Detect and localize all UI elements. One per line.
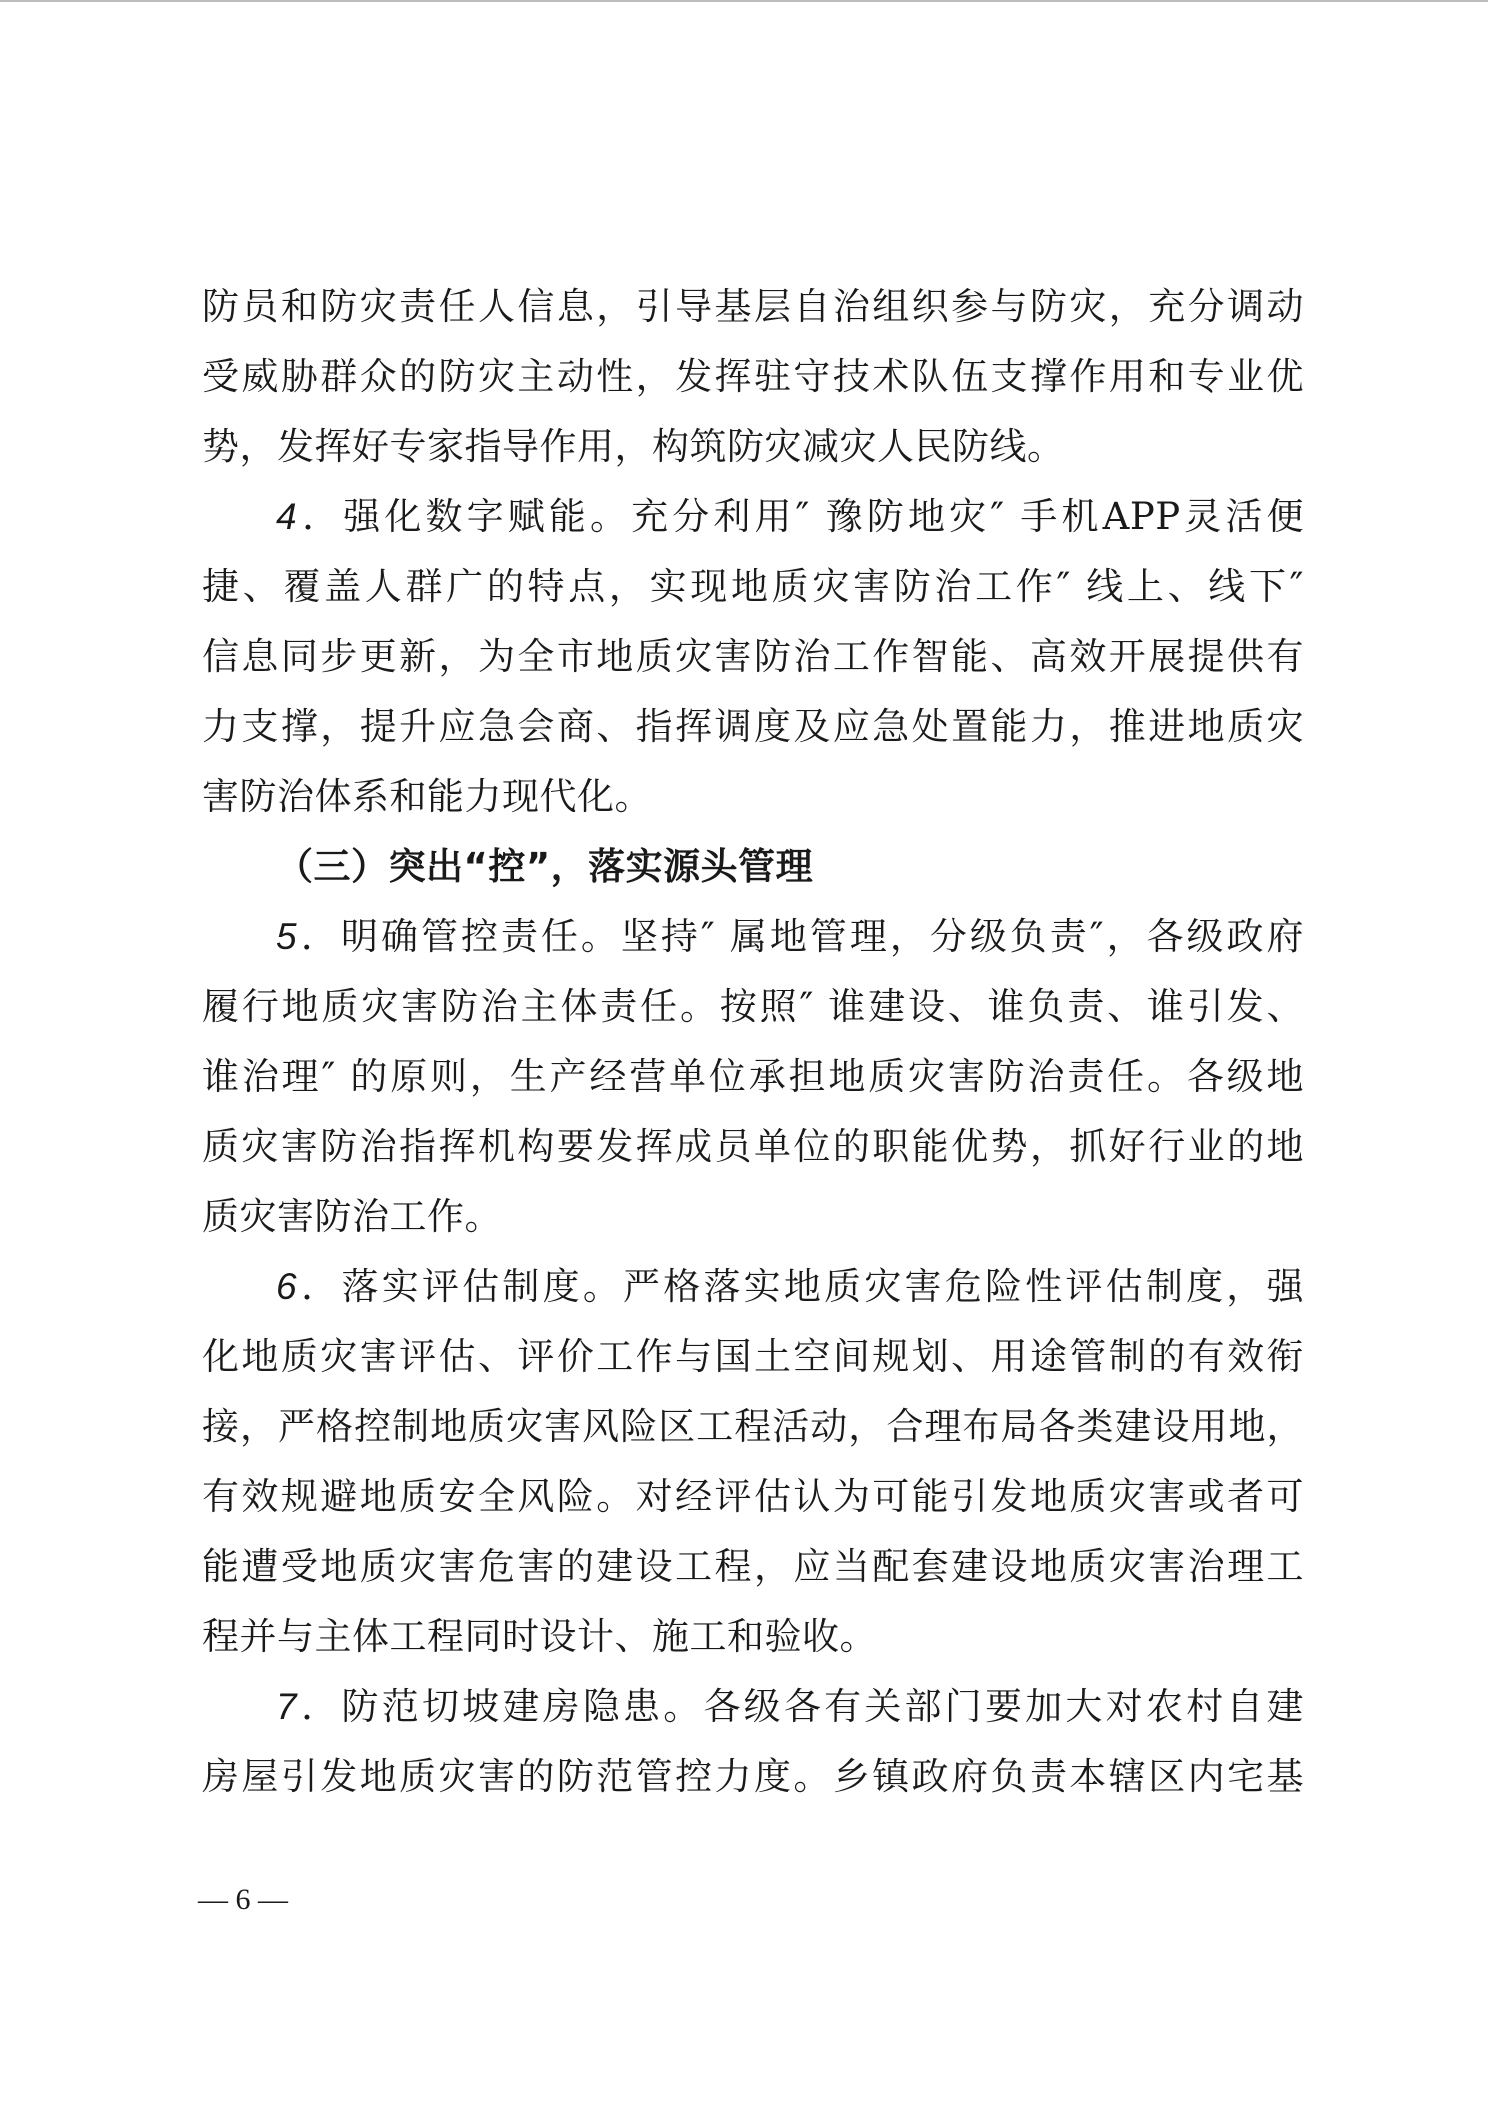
text-line-first xyxy=(202,1252,1304,1322)
text-line: 质灾害防治工作。 xyxy=(202,1195,502,1238)
text-line: 信息同步更新，为全市地质灾害防治工作智能、高效开展提供有 xyxy=(202,635,1304,678)
text-line: 防员和防灾责任人信息，引导基层自治组织参与防灾，充分调动 xyxy=(202,285,1304,328)
page-number: — 6 — xyxy=(198,1883,288,1916)
page-top-border xyxy=(0,0,1488,2)
text-line: 履行地质灾害防治主体责任。按照″ 谁建设、谁负责、谁引发、 xyxy=(202,985,1304,1028)
text-line: 有效规避地质安全风险。对经评估认为可能引发地质灾害或者可 xyxy=(202,1475,1304,1518)
item-number: 4 xyxy=(276,496,299,537)
text-line: 接，严格控制地质灾害风险区工程活动，合理布局各类建设用地， xyxy=(202,1405,1304,1448)
text-span: ．防范切坡建房隐患。各级各有关部门要加大对农村自建 xyxy=(298,1685,1304,1728)
text-line: 能遭受地质灾害危害的建设工程，应当配套建设地质灾害治理工 xyxy=(202,1545,1304,1588)
paragraph-item-7 xyxy=(202,1672,1304,1812)
text-span: ．强化数字赋能。充分利用″ 豫防地灾″ 手机APP灵活便 xyxy=(298,495,1304,538)
item-number: 6 xyxy=(276,1266,299,1307)
text-line-first xyxy=(202,1672,1304,1742)
paragraph-item-4 xyxy=(202,482,1304,832)
paragraph-item-5 xyxy=(202,902,1304,1252)
text-line: 势，发挥好专家指导作用，构筑防灾减灾人民防线。 xyxy=(202,425,1065,468)
paragraph-item-6 xyxy=(202,1252,1304,1672)
text-line: 受威胁群众的防灾主动性，发挥驻守技术队伍支撑作用和专业优 xyxy=(202,355,1304,398)
section-heading: （三）突出“控”，落实源头管理 xyxy=(276,845,814,888)
text-line-first xyxy=(202,902,1304,972)
text-span: ．明确管控责任。坚持″ 属地管理，分级负责″，各级政府 xyxy=(298,915,1304,958)
document-body xyxy=(202,272,1304,1812)
text-line: 捷、覆盖人群广的特点，实现地质灾害防治工作″ 线上、线下″ xyxy=(202,565,1304,608)
paragraph-continuation xyxy=(202,272,1304,482)
text-line: 谁治理″ 的原则，生产经营单位承担地质灾害防治责任。各级地 xyxy=(202,1055,1304,1098)
text-line: 房屋引发地质灾害的防范管控力度。乡镇政府负责本辖区内宅基 xyxy=(202,1755,1304,1798)
item-number: 7 xyxy=(276,1686,299,1727)
text-span: ．落实评估制度。严格落实地质灾害危险性评估制度，强 xyxy=(298,1265,1304,1308)
text-line: 力支撑，提升应急会商、指挥调度及应急处置能力，推进地质灾 xyxy=(202,705,1304,748)
item-number: 5 xyxy=(276,916,299,957)
text-line: 化地质灾害评估、评价工作与国土空间规划、用途管制的有效衔 xyxy=(202,1335,1304,1378)
text-line: 害防治体系和能力现代化。 xyxy=(202,775,652,818)
text-line: 程并与主体工程同时设计、施工和验收。 xyxy=(202,1615,877,1658)
text-line-first xyxy=(202,482,1304,552)
text-line: 质灾害防治指挥机构要发挥成员单位的职能优势，抓好行业的地 xyxy=(202,1125,1304,1168)
